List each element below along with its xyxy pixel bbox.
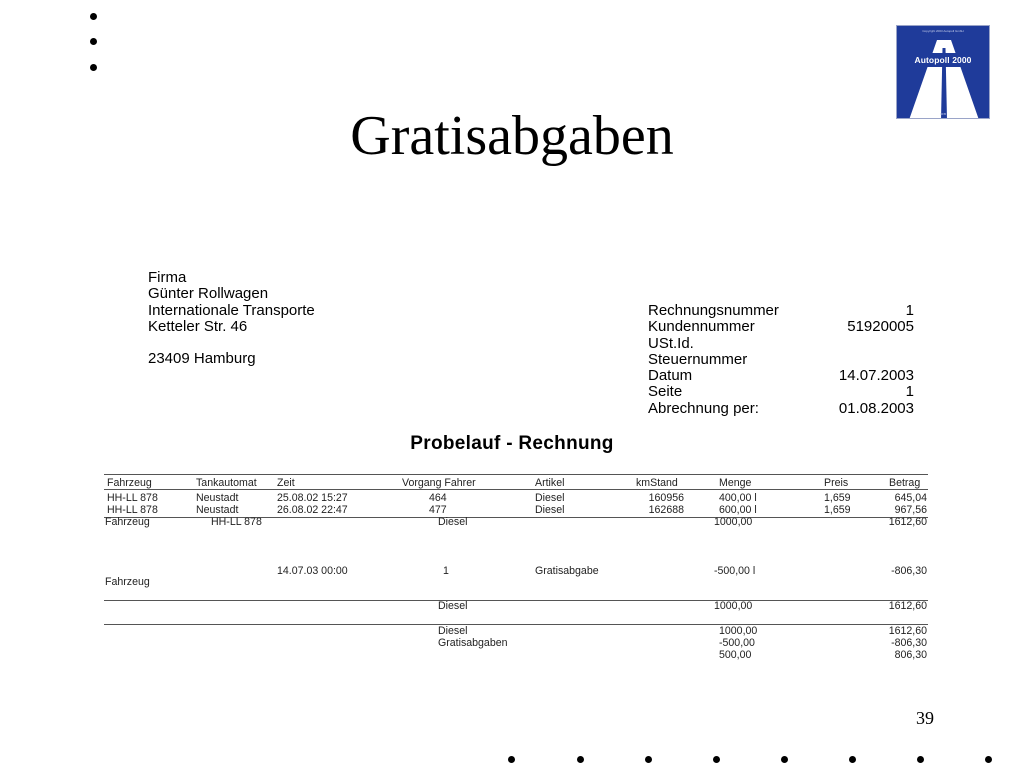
summary-betrag: 1612,60 [888, 625, 927, 637]
cell-menge: 400,00 l [719, 492, 757, 504]
summary-menge: 1000,00 [719, 625, 758, 637]
slide-title: Gratisabgaben [350, 105, 674, 167]
logo-text: Autopoll 2000 [914, 55, 972, 65]
address-line: Günter Rollwagen [148, 285, 269, 303]
meta-value: 01.08.2003 [838, 399, 914, 417]
meta-value: 51920005 [847, 318, 914, 336]
meta-label: Kundennummer [648, 318, 755, 336]
address-line: Firma [148, 269, 187, 286]
meta-value: 1 [905, 383, 914, 401]
subtotal-fahrzeug: HH-LL 878 [211, 516, 262, 528]
meta-label: USt.Id. [648, 334, 694, 352]
subtotal2-betrag: 1612,60 [888, 600, 927, 612]
address-line: Ketteler Str. 46 [148, 317, 248, 335]
cell-artikel: Diesel [535, 504, 565, 516]
cell-artikel: Diesel [535, 492, 565, 504]
subtotal-artikel: Diesel [438, 516, 468, 528]
cell-zeit: 25.08.02 15:27 [277, 492, 348, 504]
subtotal2-artikel: Diesel [438, 600, 468, 612]
col-header-vorgang-fahrer: Vorgang Fahrer [402, 477, 476, 489]
subtotal-menge: 1000,00 [714, 516, 753, 528]
gratis-menge: -500,00 l [714, 565, 756, 577]
cell-vorgang: 477 [429, 504, 447, 516]
meta-label: Seite [648, 383, 683, 401]
gratis-zeit: 14.07.03 00:00 [277, 565, 348, 577]
gratis-vorgang: 1 [443, 565, 449, 577]
summary-betrag: -806,30 [891, 637, 927, 649]
address-line: Internationale Transporte [148, 301, 315, 319]
gratis-betrag: -806,30 [891, 565, 927, 577]
col-header-kmstand: kmStand [636, 477, 678, 489]
summary-artikel: Diesel [438, 625, 468, 637]
cell-preis: 1,659 [824, 492, 851, 504]
cell-kmstand: 162688 [648, 504, 684, 516]
fahrzeug-label: Fahrzeug [105, 576, 150, 588]
meta-value: 1 [905, 302, 914, 319]
cell-preis: 1,659 [824, 504, 851, 516]
cell-betrag: 645,04 [894, 492, 927, 504]
cell-betrag: 967,56 [894, 504, 927, 516]
logo-fine-print-bottom: DFB [940, 112, 946, 116]
subtotal2-menge: 1000,00 [714, 600, 753, 612]
col-header-preis: Preis [824, 477, 849, 489]
cell-vorgang: 464 [429, 492, 447, 504]
subtotal-betrag: 1612,60 [888, 516, 927, 528]
page-number: 39 [916, 708, 934, 728]
cell-zeit: 26.08.02 22:47 [277, 504, 348, 516]
cell-menge: 600,00 l [719, 504, 757, 516]
subtotal-label: Fahrzeug [105, 516, 150, 528]
col-header-fahrzeug: Fahrzeug [107, 477, 152, 489]
summary-betrag: 806,30 [894, 649, 927, 661]
logo-fine-print: Copyright 2003 Autopoll GmbH [922, 29, 964, 33]
col-header-menge: Menge [719, 477, 752, 489]
summary-artikel: Gratisabgaben [438, 637, 508, 649]
cell-kmstand: 160956 [648, 492, 684, 504]
meta-label: Datum [648, 367, 693, 385]
summary-menge: -500,00 [719, 637, 755, 649]
address-line: 23409 Hamburg [148, 350, 256, 368]
col-header-tankautomat: Tankautomat [196, 477, 257, 489]
col-header-betrag: Betrag [889, 477, 921, 489]
invoice-heading: Probelauf - Rechnung [410, 433, 614, 454]
cell-tankautomat: Neustadt [196, 492, 239, 504]
cell-tankautomat: Neustadt [196, 504, 239, 516]
col-header-artikel: Artikel [535, 477, 565, 489]
meta-label: Steuernummer [648, 350, 748, 368]
col-header-zeit: Zeit [277, 477, 295, 489]
meta-label: Rechnungsnummer [648, 302, 779, 319]
summary-menge: 500,00 [719, 649, 752, 661]
meta-value: 14.07.2003 [838, 367, 914, 385]
gratis-artikel: Gratisabgabe [535, 565, 599, 577]
meta-label: Abrechnung per: [648, 399, 759, 417]
cell-fahrzeug: HH-LL 878 [107, 504, 158, 516]
cell-fahrzeug: HH-LL 878 [107, 492, 158, 504]
